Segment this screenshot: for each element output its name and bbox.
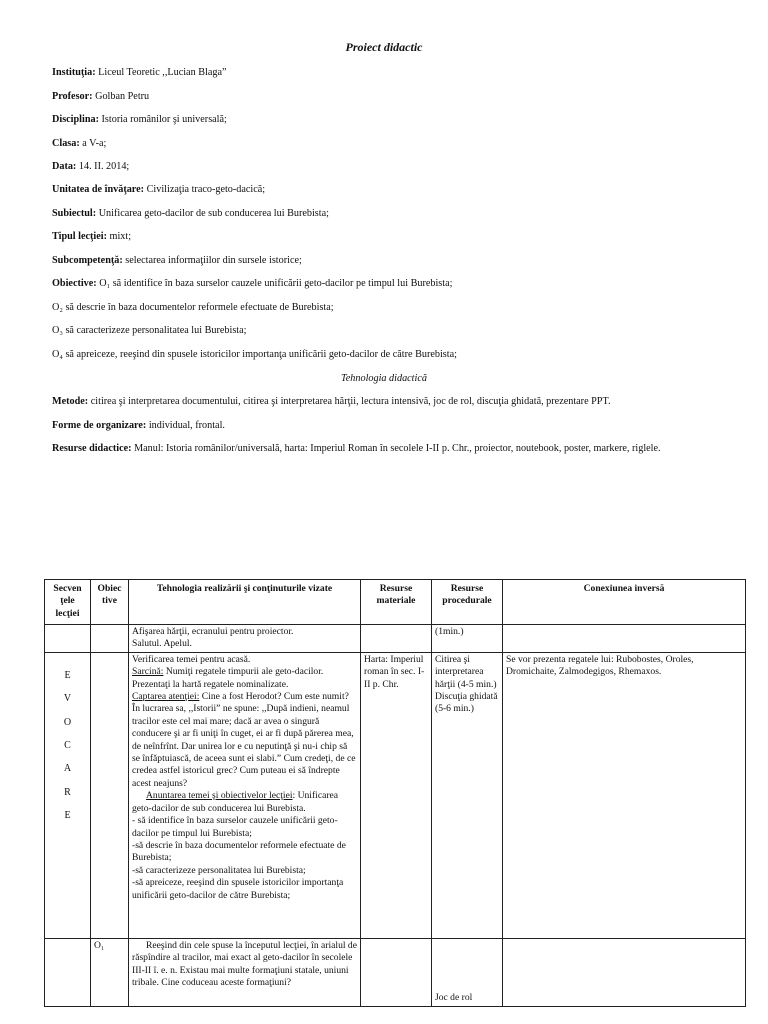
- cell-objective: [91, 652, 129, 938]
- cell-feedback: Se vor prezenta regatele lui: Rubobostes, Oroles, Dromichaite, Zalmodegigos, Rhemaxos.: [503, 652, 746, 938]
- header-sequence: Secven ţele lecţiei: [45, 580, 91, 625]
- cell-technology: Afişarea hărţii, ecranului pentru proiector. Salutul. Apelul.: [129, 625, 361, 653]
- cell-objective: [91, 625, 129, 653]
- table-row: [45, 652, 746, 938]
- objective-3: O₃ să caracterizeze personalitatea lui Burebista;: [52, 325, 247, 336]
- header-discipline: Disciplina: Istoria românilor şi universală;: [52, 114, 227, 125]
- cell-sequence: [45, 938, 91, 1006]
- header-teacher: Profesor: Golban Petru: [52, 91, 150, 102]
- technology-heading: Tehnologia didactică: [341, 373, 427, 384]
- header-institution: Instituţia: Liceul Teoretic ,,Lucian Blaga”: [52, 67, 227, 78]
- header-feedback: Conexiunea inversă: [503, 580, 746, 625]
- header-material: Resurse materiale: [361, 580, 432, 625]
- cell-feedback: [503, 625, 746, 653]
- objective-2: O₂ să descrie în baza documentelor reformele efectuate de Burebista;: [52, 302, 334, 313]
- document-title: Proiect didactic: [345, 40, 423, 54]
- table-row: [45, 938, 746, 1006]
- cell-sequence: [45, 625, 91, 653]
- resources-line: Resurse didactice: Manul: Istoria românilor/universală, harta: Imperiul Roman în secolele I-II p. Chr., proiector, noutebook, poster, markere, riglele.: [52, 443, 661, 454]
- cell-technology: Reeşind din cele spuse la începutul lecţiei, în arialul de răspîndire al tracilor, mai exact al geto-dacilor în secolele III-II î. e. n. Existau mai multe formaţiuni statale, uniuni tribale. Cine coduceau aceste formaţiuni?: [129, 938, 361, 1006]
- objective-1: Obiective: O₁ să identifice în baza surselor cauzele unificării geto-dacilor pe timpul lui Burebista;: [52, 278, 453, 289]
- cell-technology: Verificarea temei pentru acasă. Sarcină: Numiţi regatele timpurii ale geto-dacilor. Prezentaţi la hartă regatele nominalizate. Captarea atenţiei: Cine a fost Herodot? Cum este numit? În lucrarea sa, ,,Istorii” ne spune: ,,După indieni, neamul tracilor este cel mai mare; dacă ar avea o singură conducere şi ar fi uniţi în cuget, ei ar fi după părerea mea, de neînfrînt. Dar unirea lor e cu neputinţă şi nu-i chip să se înfăptuiască, de aceea sunt ei slabi.” Cum credeţi, de ce credea astfel istoricul grec? Cum puteau ei să îndrepte acest neajuns? Anuntarea temei şi obiectivelor lecţiei: Unificarea geto-dacilor de sub conducerea lui Burebista. - să identifice în baza surselor cauzele unificării geto-dacilor pe timpul lui Burebista; -să descrie în baza documentelor reformele efectuate de Burebista; -să caracterizeze personalitatea lui Burebista; -să apreiceze, reeşind din spusele istoricilor importanţa unificării geto-dacilor de către Burebista;: [129, 652, 361, 938]
- header-subcompetence: Subcompetenţă: selectarea informaţiilor din sursele istorice;: [52, 255, 302, 266]
- header-date: Data: 14. II. 2014;: [52, 161, 130, 172]
- forms-line: Forme de organizare: individual, frontal.: [52, 420, 225, 431]
- cell-procedural: Joc de rol: [432, 938, 503, 1006]
- evocare-sequence: E V O C A R E: [45, 652, 91, 938]
- cell-procedural: (1min.): [432, 625, 503, 653]
- header-class: Clasa: a V-a;: [52, 138, 107, 149]
- cell-material: Harta: Imperiul roman în sec. I-II p. Chr.: [361, 652, 432, 938]
- cell-feedback: [503, 938, 746, 1006]
- methods-line: Metode: citirea şi interpretarea documentului, citirea şi interpretarea hărţii, lectura intensivă, joc de rol, discuţia ghidată, prezentare PPT.: [52, 396, 611, 407]
- table-row: [45, 625, 746, 653]
- cell-objective: O₁: [91, 938, 129, 1006]
- header-subject: Subiectul: Unificarea geto-dacilor de sub conducerea lui Burebista;: [52, 208, 329, 219]
- objective-4: O₄ să apreiceze, reeşind din spusele istoricilor importanţa unificării geto-dacilor de către Burebista;: [52, 349, 457, 360]
- table-header-row: [45, 580, 746, 625]
- lesson-table: [44, 579, 746, 1007]
- cell-procedural: Citirea şi interpretarea hărţii (4-5 min.) Discuţia ghidată (5-6 min.): [432, 652, 503, 938]
- header-technology: Tehnologia realizării şi conţinuturile vizate: [129, 580, 361, 625]
- header-objective: Obiec tive: [91, 580, 129, 625]
- cell-material: [361, 625, 432, 653]
- header-procedural: Resurse procedurale: [432, 580, 503, 625]
- header-lesson-type: Tipul lecţiei: mixt;: [52, 231, 132, 242]
- cell-material: [361, 938, 432, 1006]
- header-unit: Unitatea de învăţare: Civilizaţia traco-geto-dacică;: [52, 184, 266, 195]
